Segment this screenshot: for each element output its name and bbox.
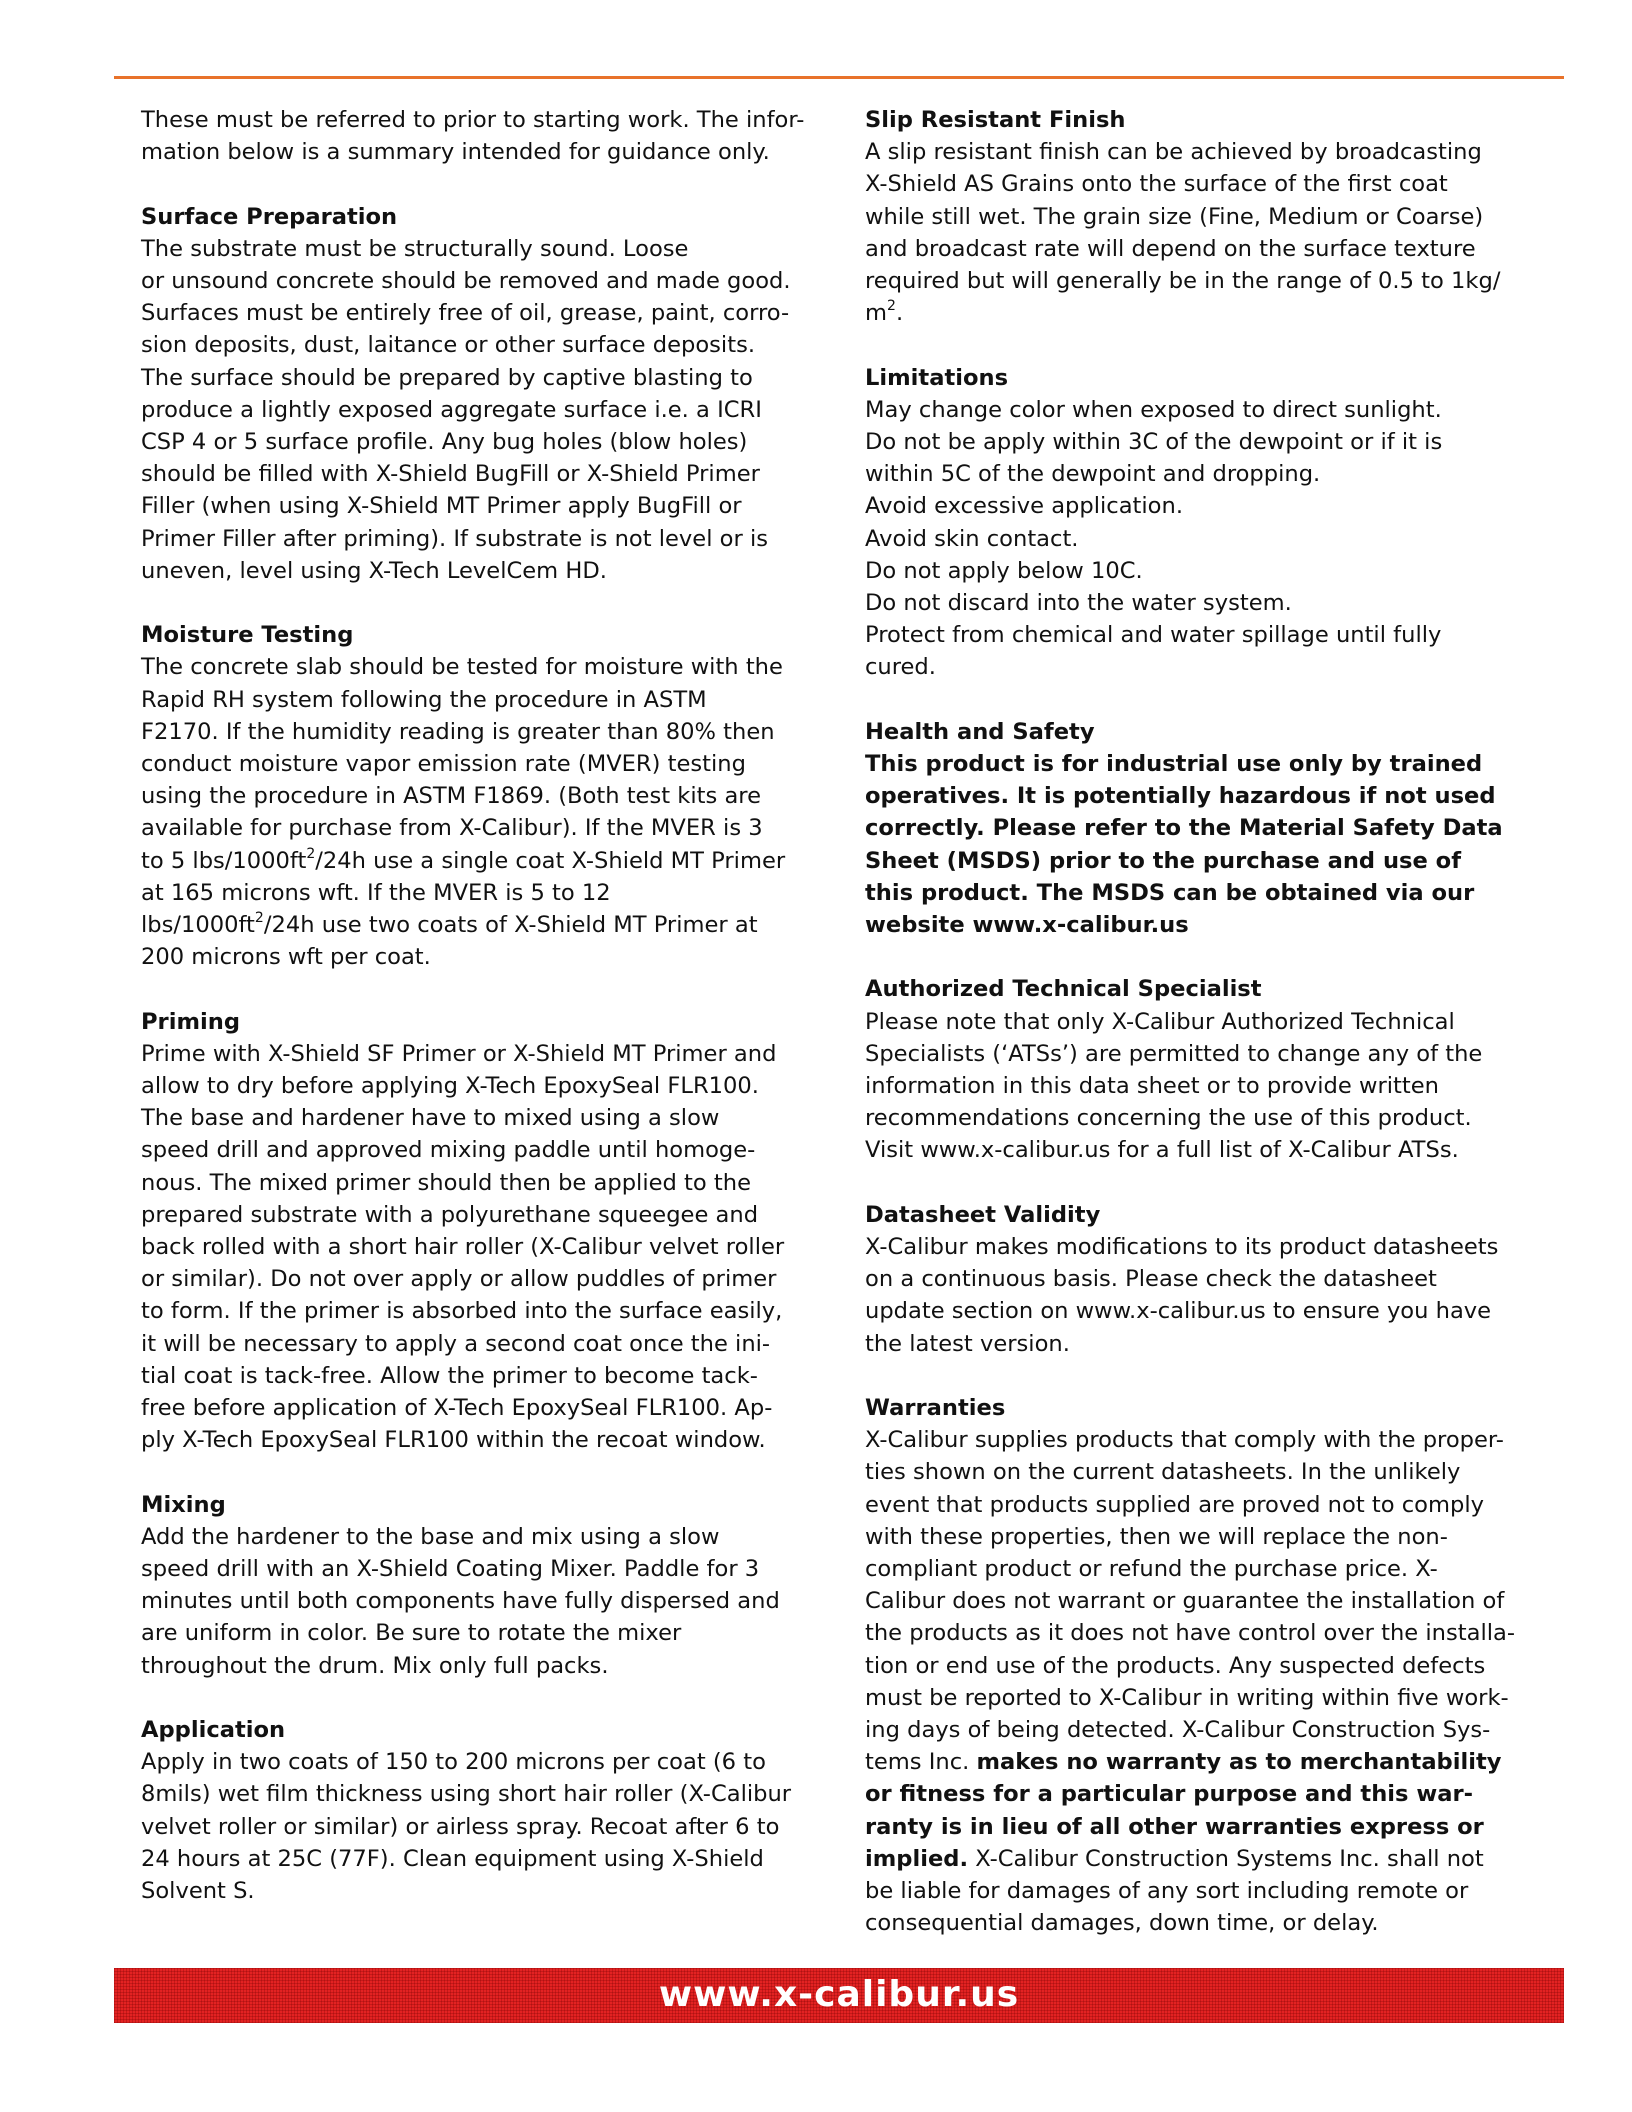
intro-line: These must be referred to prior to starting work. The infor- [141, 107, 805, 133]
body-line: Visit www.x-calibur.us for a full list of X-Calibur ATSs. [865, 1137, 1459, 1164]
body-line: required but will generally be in the range of 0.5 to 1kg/ [865, 268, 1501, 295]
body-line: to 5 lbs/$1000ft^2/24h$ use a single coat X-Shield MT Primer [141, 845, 786, 874]
body-line: minutes until both components have fully dispersed and [141, 1588, 780, 1615]
body-line: tion or end use of the products. Any suspected defects [865, 1652, 1486, 1679]
body-line: or unsound concrete should be removed and made good. [141, 268, 791, 294]
body-line: The surface should be prepared by captive blasting to [141, 364, 753, 391]
body-line: Rapid RH system following the procedure in ASTM [141, 686, 707, 713]
application-heading: Application [141, 1717, 286, 1744]
body-line: speed drill and approved mixing paddle until homoge- [141, 1137, 756, 1164]
body-line: must be reported to X-Calibur in writing within five work- [865, 1684, 1509, 1711]
datasheet-validity-body [865, 1231, 1565, 1360]
body-line: or fitness for a particular purpose and this war- [865, 1781, 1473, 1808]
body-line: CSP 4 or 5 surface profile. Any bug holes (blow holes) [141, 429, 748, 456]
health-safety-heading: Health and Safety [865, 718, 1095, 745]
slip-resistant-heading: Slip Resistant Finish [865, 107, 1126, 133]
body-line: and broadcast rate will depend on the surface texture [865, 235, 1476, 262]
body-line: sion deposits, dust, laitance or other surface deposits. [141, 332, 756, 359]
body-line: Calibur does not warrant or guarantee the installation of [865, 1588, 1505, 1615]
ats-body [865, 1006, 1565, 1167]
body-line: Add the hardener to the base and mix using a slow [141, 1523, 720, 1550]
body-line: ply X-Tech EpoxySeal FLR100 within the recoat window. [141, 1427, 766, 1454]
body-line: implied. X-Calibur Construction Systems Inc. shall not [865, 1845, 1484, 1872]
body-line: ranty is in lieu of all other warranties express or [865, 1813, 1484, 1840]
body-line: tial coat is tack-free. Allow the primer to become tack- [141, 1362, 758, 1389]
body-line: The substrate must be structurally sound. Loose [141, 235, 689, 262]
body-line: 8mils) wet film thickness using short hair roller (X-Calibur [141, 1781, 792, 1808]
body-line: information in this data sheet or to provide written [865, 1073, 1439, 1100]
application-body [141, 1746, 831, 1907]
priming-heading: Priming [141, 1008, 240, 1035]
body-line: Surfaces must be entirely free of oil, grease, paint, corro- [141, 300, 790, 327]
footer-website-link[interactable]: www.x-calibur.us [658, 1974, 1020, 2015]
body-line: May change color when exposed to direct sunlight. [865, 396, 1442, 423]
body-line: produce a lightly exposed aggregate surface i.e. a ICRI [141, 396, 762, 423]
mixing-heading: Mixing [141, 1491, 226, 1518]
body-line: the latest version. [865, 1330, 1070, 1357]
body-line: correctly. Please refer to the Material Safety Data [865, 815, 1503, 842]
slip-resistant-body [865, 136, 1565, 329]
body-line: Solvent S. [141, 1878, 255, 1905]
health-safety-body [865, 748, 1565, 941]
body-line: Filler (when using X-Shield MT Primer apply BugFill or [141, 493, 742, 520]
body-line: compliant product or refund the purchase price. X- [865, 1556, 1438, 1583]
body-line: Do not discard into the water system. [865, 590, 1292, 617]
body-line: prepared substrate with a polyurethane squeegee and [141, 1201, 759, 1228]
body-line: 200 microns wft per coat. [141, 944, 431, 971]
body-line: website www.x-calibur.us [865, 912, 1189, 939]
body-line: X-Shield AS Grains onto the surface of the first coat [865, 171, 1448, 198]
body-line: the products as it does not have control over the installa- [865, 1620, 1516, 1647]
body-line: cured. [865, 654, 936, 681]
right-column [865, 104, 1565, 1940]
body-line: The base and hardener have to mixed using a slow [141, 1105, 720, 1132]
body-line: update section on www.x-calibur.us to ensure you have [865, 1298, 1492, 1325]
body-line: back rolled with a short hair roller (X-Calibur velvet roller [141, 1234, 785, 1261]
datasheet-validity-heading: Datasheet Validity [865, 1201, 1101, 1228]
body-line: The concrete slab should be tested for moisture with the [141, 654, 783, 681]
body-line: ing days of being detected. X-Calibur Construction Sys- [865, 1717, 1491, 1744]
body-line: Primer Filler after priming). If substrate is not level or is [141, 525, 768, 552]
body-line: speed drill with an X-Shield Coating Mixer. Paddle for 3 [141, 1556, 760, 1583]
body-line: using the procedure in ASTM F1869. (Both test kits are [141, 783, 761, 810]
left-column [141, 104, 831, 1907]
body-line: free before application of X-Tech EpoxySeal FLR100. Ap- [141, 1395, 773, 1422]
body-line: event that products supplied are proved not to comply [865, 1491, 1484, 1518]
body-line: on a continuous basis. Please check the datasheet [865, 1266, 1437, 1293]
body-line: consequential damages, down time, or delay. [865, 1910, 1379, 1937]
body-line: it will be necessary to apply a second coat once the ini- [141, 1330, 771, 1357]
body-line: Please note that only X-Calibur Authorized Technical [865, 1008, 1455, 1035]
body-line: throughout the drum. Mix only full packs. [141, 1652, 609, 1679]
body-line: allow to dry before applying X-Tech EpoxySeal FLR100. [141, 1073, 759, 1100]
body-line: be liable for damages of any sort including remote or [865, 1878, 1469, 1905]
body-line: while still wet. The grain size (Fine, Medium or Coarse) [865, 203, 1484, 230]
body-line: A slip resistant finish can be achieved by broadcasting [865, 139, 1482, 166]
footer-band [114, 1968, 1564, 2023]
body-line: recommendations concerning the use of this product. [865, 1105, 1472, 1132]
moisture-testing-body [141, 651, 831, 973]
surface-preparation-heading: Surface Preparation [141, 203, 398, 230]
body-line: this product. The MSDS can be obtained via our [865, 879, 1475, 906]
limitations-body [865, 394, 1565, 684]
body-line: or similar). Do not over apply or allow puddles of primer [141, 1266, 777, 1293]
body-line: Apply in two coats of 150 to 200 microns per coat (6 to [141, 1749, 766, 1776]
body-line: should be filled with X-Shield BugFill or X-Shield Primer [141, 461, 760, 488]
body-line: Sheet (MSDS) prior to the purchase and use of [865, 847, 1462, 874]
body-line: Avoid excessive application. [865, 493, 1184, 520]
limitations-heading: Limitations [865, 364, 1009, 391]
body-line: velvet roller or similar) or airless spray. Recoat after 6 to [141, 1813, 780, 1840]
body-line: Do not apply below 10C. [865, 557, 1143, 584]
body-line: F2170. If the humidity reading is greater than 80% then [141, 718, 775, 745]
intro-line: mation below is a summary intended for guidance only. [141, 139, 770, 166]
body-line: tems Inc. makes no warranty as to merchantability [865, 1749, 1502, 1776]
body-line: lbs/$1000ft^2/24h$ use two coats of X-Shield MT Primer at [141, 910, 758, 939]
ats-heading: Authorized Technical Specialist [865, 976, 1262, 1003]
body-line: ties shown on the current datasheets. In the unlikely [865, 1459, 1461, 1486]
body-line: Do not be apply within 3C of the dewpoint or if it is [865, 429, 1443, 456]
body-line: nous. The mixed primer should then be applied to the [141, 1169, 751, 1196]
top-divider-rule [114, 76, 1564, 79]
surface-preparation-body [141, 233, 831, 587]
body-line: available for purchase from X-Calibur). If the MVER is 3 [141, 815, 763, 842]
body-line: uneven, level using X-Tech LevelCem HD. [141, 557, 607, 584]
body-line: $m^2$. [865, 298, 904, 327]
body-line: Specialists (‘ATSs’) are permitted to change any of the [865, 1040, 1483, 1067]
body-line: Protect from chemical and water spillage until fully [865, 622, 1442, 649]
body-line: 24 hours at 25C (77F). Clean equipment using X-Shield [141, 1845, 764, 1872]
body-line: X-Calibur supplies products that comply with the proper- [865, 1427, 1504, 1454]
body-line: with these properties, then we will replace the non- [865, 1523, 1448, 1550]
body-line: within 5C of the dewpoint and dropping. [865, 461, 1321, 488]
warranties-body [865, 1424, 1565, 1939]
body-line: at 165 microns wft. If the MVER is 5 to 12 [141, 879, 611, 906]
mixing-body [141, 1521, 831, 1682]
body-line: Avoid skin contact. [865, 525, 1079, 552]
body-line: to form. If the primer is absorbed into the surface easily, [141, 1298, 783, 1325]
body-line: operatives. It is potentially hazardous if not used [865, 783, 1496, 810]
body-line: are uniform in color. Be sure to rotate the mixer [141, 1620, 682, 1647]
body-line: conduct moisture vapor emission rate (MVER) testing [141, 751, 746, 778]
moisture-testing-heading: Moisture Testing [141, 622, 354, 649]
priming-body [141, 1038, 831, 1457]
body-line: This product is for industrial use only by trained [865, 751, 1483, 778]
body-line: X-Calibur makes modifications to its product datasheets [865, 1234, 1499, 1261]
body-line: Prime with X-Shield SF Primer or X-Shield MT Primer and [141, 1040, 777, 1067]
warranties-heading: Warranties [865, 1395, 1006, 1422]
